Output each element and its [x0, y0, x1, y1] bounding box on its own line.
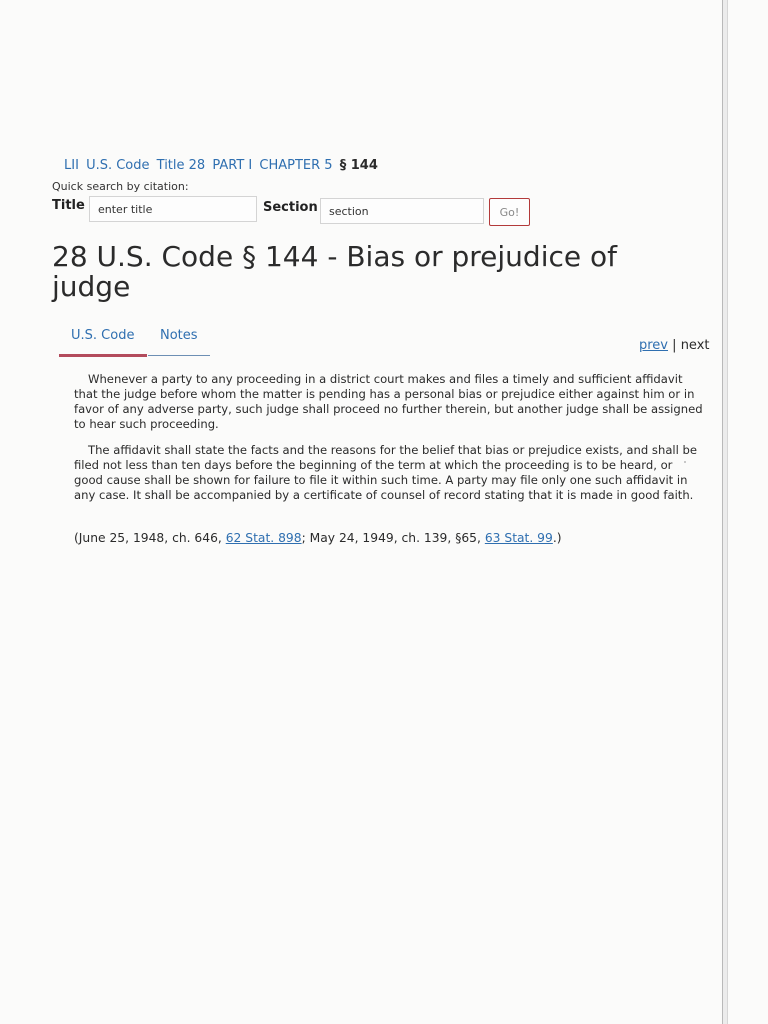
quick-search-label: Quick search by citation: [52, 180, 189, 193]
pager [639, 338, 710, 353]
inactive-tab-rule [148, 355, 210, 356]
breadcrumb-link-part-i[interactable]: PART I [212, 158, 253, 173]
statute-paragraph: The affidavit shall state the facts and the reasons for the belief that bias or prejudice exists, and shall be filed not less than ten days before the beginning of the term at which the proceeding is to be heard, or good cause shall be shown for failure to file it within such time. A party may file only one such affidavit in any case. It shall be accompanied by a certificate of counsel of record stating that it is made in good faith. [74, 443, 698, 502]
tab-us-code[interactable]: U.S. Code [71, 328, 135, 343]
tab-notes[interactable]: Notes [160, 328, 198, 343]
stat-link-63-99[interactable]: 63 Stat. 99 [484, 531, 553, 545]
pager-separator: | [672, 338, 677, 353]
breadcrumb-link-us-code[interactable]: U.S. Code [86, 158, 150, 173]
stat-link-62-898[interactable]: 62 Stat. 898 [225, 531, 302, 545]
scan-paper-edge [722, 0, 728, 1024]
breadcrumb-link-title-28[interactable]: Title 28 [156, 158, 206, 173]
title-field-label: Title [52, 198, 85, 213]
section-field-label: Section [263, 200, 318, 215]
breadcrumb [64, 158, 381, 173]
source-text: (June 25, 1948, ch. 646, [74, 531, 226, 545]
go-button[interactable]: Go! [489, 198, 530, 226]
prev-link[interactable]: prev [639, 338, 669, 353]
breadcrumb-current-section: § 144 [339, 158, 378, 173]
source-text: ; May 24, 1949, ch. 139, §65, [301, 531, 485, 545]
active-tab-indicator [59, 354, 147, 357]
title-input[interactable] [89, 196, 257, 222]
statute-paragraph: Whenever a party to any proceeding in a district court makes and files a timely and sufficient affidavit that the judge before whom the matter is pending has a personal bias or prejudice either against him or in favor of any adverse party, such judge shall proceed no further therein, but another judge shall be assigned to hear such proceeding. [74, 372, 703, 431]
section-input[interactable] [320, 198, 484, 224]
source-credit [74, 530, 714, 546]
next-label[interactable]: next [680, 338, 710, 353]
breadcrumb-link-chapter-5[interactable]: CHAPTER 5 [259, 158, 333, 173]
source-text: .) [552, 531, 562, 545]
page-title: 28 U.S. Code § 144 - Bias or prejudice of judge [52, 240, 617, 303]
breadcrumb-link-lii[interactable]: LII [64, 158, 79, 173]
